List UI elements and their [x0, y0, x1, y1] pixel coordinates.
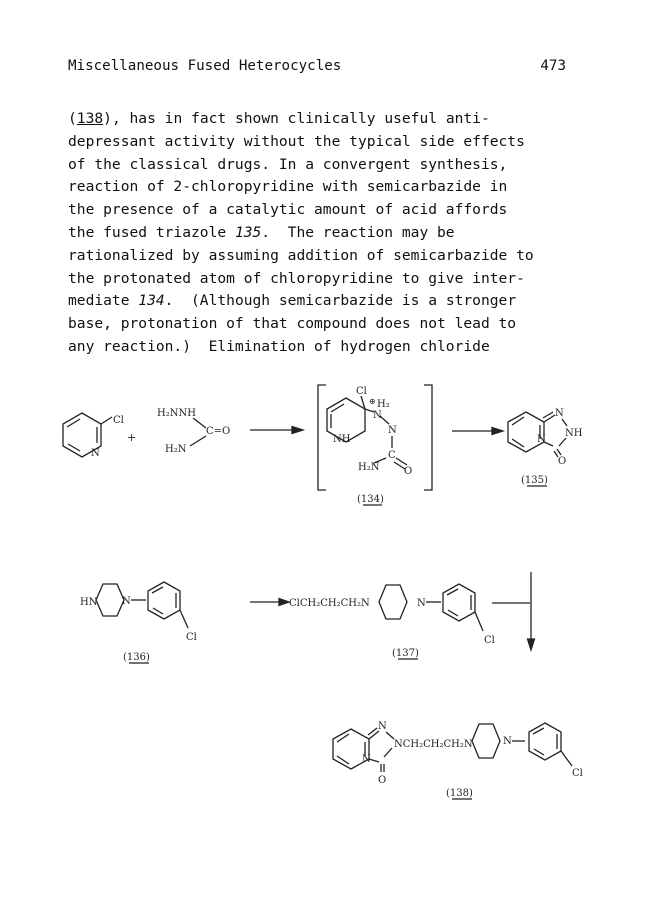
n-label: N	[537, 434, 546, 445]
cl-label: Cl	[484, 635, 495, 646]
compound-label-135: (135)	[521, 475, 548, 486]
cl-label: Cl	[356, 386, 367, 397]
page-number: 473	[540, 58, 566, 74]
compound-label-136: (136)	[123, 652, 150, 663]
compound-label-138: (138)	[446, 788, 473, 799]
cl-label: Cl	[572, 768, 583, 779]
compound-label-137: (137)	[392, 648, 419, 659]
n-label: N	[373, 410, 382, 421]
h2-label: H₂	[377, 399, 390, 410]
text-line: any reaction.) Elimination of hydrogen chloride	[68, 337, 490, 355]
text-line: reaction of 2-chloropyridine with semicarbazide in	[68, 178, 508, 196]
chloropyridine-structure	[63, 413, 124, 459]
nh-label: NH	[333, 434, 351, 445]
n-label: N	[362, 754, 371, 765]
nh-label: NH	[565, 428, 583, 439]
reaction-arrow	[250, 427, 303, 434]
n-label: N	[378, 721, 387, 732]
plus-sign: +	[127, 431, 137, 444]
compound-ref: 134	[138, 292, 165, 310]
propyl-linker-label: NCH₂CH₂CH₂N	[394, 739, 473, 750]
semicarbazide-top-label: H₂NNH	[157, 408, 196, 419]
text-line: rationalized by assuming addition of semicarbazide to	[68, 246, 534, 264]
arylpiperazine-136-structure	[80, 582, 197, 663]
chloropropyl-piperazine-137-structure	[289, 584, 495, 659]
n-label: N	[417, 598, 426, 609]
trazodone-138-structure	[333, 721, 583, 799]
intermediate-134-structure	[318, 385, 432, 505]
o-label: O	[558, 456, 567, 467]
n-label: N	[122, 596, 131, 607]
compound-ref: 138	[76, 110, 104, 127]
hn-label: HN	[80, 597, 98, 608]
compound-ref: 135	[234, 223, 262, 241]
text-line: the fused triazole 135. The reaction may be	[68, 223, 455, 241]
running-title: Miscellaneous Fused Heterocycles	[68, 58, 342, 74]
chloropropyl-label: ClCH₂CH₂CH₂N	[289, 598, 370, 609]
text-line: the protonated atom of chloropyridine to give inter-	[68, 269, 525, 287]
h2n-label: H₂N	[358, 462, 380, 473]
text-line: depressant activity without the typical side effects	[68, 132, 525, 150]
o-label: O	[378, 775, 387, 786]
text-line: the presence of a catalytic amount of acid affords	[68, 201, 508, 219]
semicarbazide-bottom-label: H₂N	[165, 444, 187, 455]
text-line: mediate 134. (Although semicarbazide is a stronger	[68, 292, 517, 310]
n-label: N	[555, 408, 564, 419]
n-label: N	[91, 448, 100, 459]
semicarbazide-structure	[157, 408, 230, 455]
compound-label-134: (134)	[357, 494, 384, 505]
n-label: N	[388, 425, 397, 436]
c-label: C	[388, 450, 396, 461]
reaction-arrow	[250, 599, 289, 606]
charge-label: ⊕	[369, 397, 376, 406]
carbonyl-label: C=O	[206, 426, 231, 437]
text-line: (138), has in fact shown clinically useful anti-	[68, 110, 490, 127]
cl-label: Cl	[186, 632, 197, 643]
triazolopyridine-135-structure	[508, 408, 583, 486]
o-label: O	[404, 466, 413, 477]
text-line: base, protonation of that compound does not lead to	[68, 315, 517, 333]
text-line: of the classical drugs. In a convergent synthesis,	[68, 155, 508, 173]
reaction-arrow	[492, 572, 535, 650]
n-label: N	[503, 736, 512, 747]
cl-label: Cl	[113, 415, 124, 426]
reaction-arrow	[452, 428, 503, 435]
